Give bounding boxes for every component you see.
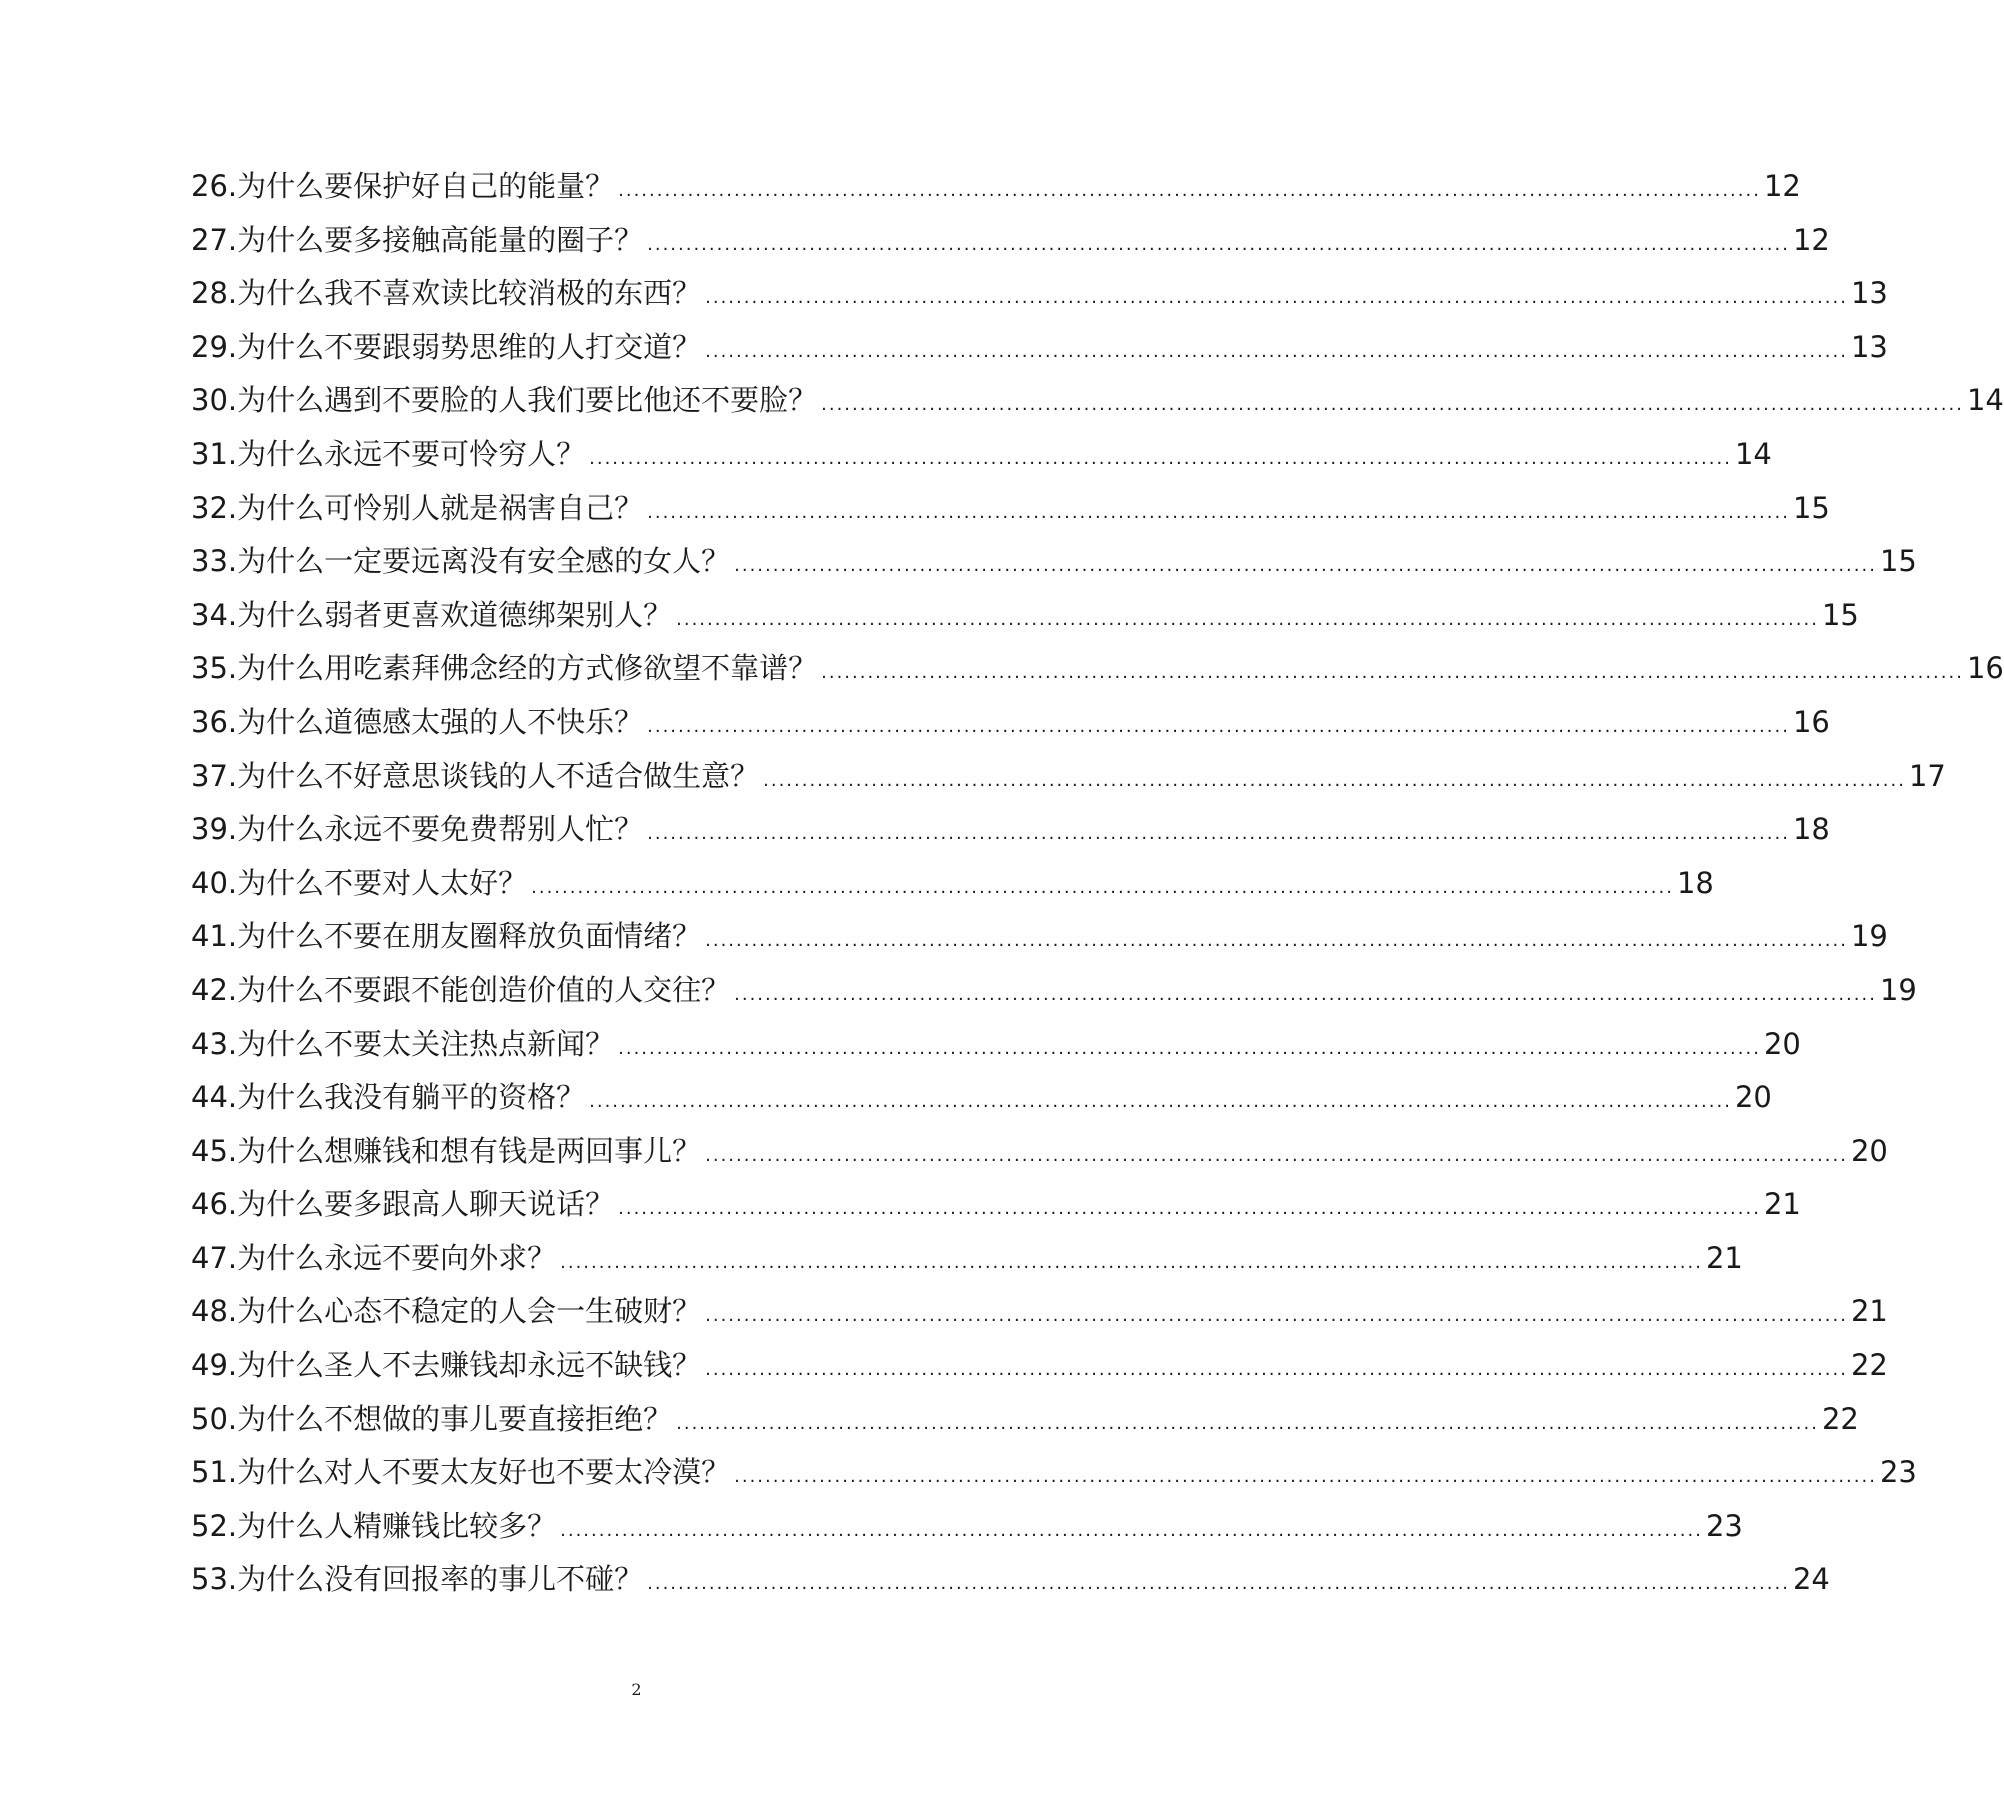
toc-dot-leader: .................................................................................................................................................... — [589, 447, 1732, 469]
toc-entry-page: 24 — [1792, 1562, 1830, 1597]
toc-entry-page: 20 — [1850, 1133, 1888, 1168]
toc-entry-page: 19 — [1850, 919, 1888, 954]
toc-dot-leader: .................................................................................................................................................... — [531, 876, 1674, 898]
toc-entry[interactable] — [191, 910, 1888, 964]
toc-dot-leader: .................................................................................................................................................... — [705, 1359, 1848, 1381]
toc-entry[interactable] — [191, 428, 1772, 482]
toc-entry-page: 21 — [1850, 1294, 1888, 1329]
toc-entry-title: 45.为什么想赚钱和想有钱是两回事儿？ — [191, 1133, 702, 1168]
toc-entry[interactable] — [191, 1446, 1917, 1500]
toc-entry[interactable] — [191, 1500, 1743, 1554]
toc-dot-leader: .................................................................................................................................................... — [647, 1573, 1790, 1595]
toc-entry-title: 39.为什么永远不要免费帮别人忙？ — [191, 812, 644, 847]
toc-entry[interactable] — [191, 1232, 1743, 1286]
toc-entry-page: 15 — [1879, 544, 1917, 579]
toc-entry-title: 35.为什么用吃素拜佛念经的方式修欲望不靠谱？ — [191, 651, 818, 686]
toc-entry-page: 23 — [1879, 1455, 1917, 1490]
page-number: 2 — [631, 1680, 642, 1699]
toc-entry[interactable] — [191, 1125, 1888, 1179]
toc-entry-page: 15 — [1792, 490, 1830, 525]
toc-entry[interactable] — [191, 803, 1830, 857]
toc-entry-title: 31.为什么永远不要可怜穷人？ — [191, 436, 586, 471]
toc-entry-title: 43.为什么不要太关注热点新闻？ — [191, 1026, 615, 1061]
toc-entry-title: 51.为什么对人不要太友好也不要太冷漠？ — [191, 1455, 731, 1490]
toc-entry-page: 16 — [1966, 651, 2004, 686]
toc-entry-title: 52.为什么人精赚钱比较多？ — [191, 1508, 557, 1543]
toc-entry-title: 50.为什么不想做的事儿要直接拒绝？ — [191, 1401, 673, 1436]
toc-dot-leader: .................................................................................................................................................... — [734, 555, 1877, 577]
toc-entry-title: 49.为什么圣人不去赚钱却永远不缺钱？ — [191, 1348, 702, 1383]
toc-dot-leader: .................................................................................................................................................... — [647, 233, 1790, 255]
toc-entry-page: 17 — [1908, 758, 1946, 793]
toc-entry[interactable] — [191, 535, 1917, 589]
toc-dot-leader: .................................................................................................................................................... — [705, 1305, 1848, 1327]
toc-entry-page: 21 — [1763, 1187, 1801, 1222]
toc-entry[interactable] — [191, 750, 1946, 804]
toc-dot-leader: .................................................................................................................................................... — [647, 501, 1790, 523]
toc-dot-leader: .................................................................................................................................................... — [705, 930, 1848, 952]
toc-dot-leader: .................................................................................................................................................... — [618, 1037, 1761, 1059]
toc-entry-title: 37.为什么不好意思谈钱的人不适合做生意？ — [191, 758, 760, 793]
toc-dot-leader: .................................................................................................................................................... — [734, 983, 1877, 1005]
toc-dot-leader: .................................................................................................................................................... — [647, 823, 1790, 845]
toc-entry-page: 19 — [1879, 972, 1917, 1007]
toc-entry[interactable] — [191, 1393, 1859, 1447]
toc-entry[interactable] — [191, 589, 1859, 643]
toc-dot-leader: .................................................................................................................................................... — [618, 180, 1761, 201]
toc-entry-title: 36.为什么道德感太强的人不快乐？ — [191, 704, 644, 739]
toc-entry[interactable] — [191, 857, 1714, 911]
toc-dot-leader: .................................................................................................................................................... — [676, 1412, 1819, 1434]
toc-entry-title: 32.为什么可怜别人就是祸害自己？ — [191, 490, 644, 525]
toc-entry-page: 18 — [1792, 812, 1830, 847]
toc-entry-title: 33.为什么一定要远离没有安全感的女人？ — [191, 544, 731, 579]
toc-dot-leader: .................................................................................................................................................... — [589, 1091, 1732, 1113]
toc-entry-title: 53.为什么没有回报率的事儿不碰？ — [191, 1562, 644, 1597]
toc-entry-page: 14 — [1966, 383, 2004, 418]
toc-entry[interactable] — [191, 321, 1888, 375]
toc-entry-title: 26.为什么要保护好自己的能量？ — [191, 169, 615, 203]
toc-entry[interactable] — [191, 1018, 1801, 1072]
toc-entry-page: 12 — [1792, 222, 1830, 257]
toc-entry[interactable] — [191, 1285, 1888, 1339]
toc-entry[interactable] — [191, 964, 1917, 1018]
toc-entry[interactable] — [191, 642, 2004, 696]
toc-entry-page: 20 — [1734, 1080, 1772, 1115]
toc-entry[interactable] — [191, 1339, 1888, 1393]
toc-dot-leader: .................................................................................................................................................... — [705, 1144, 1848, 1166]
toc-entry-title: 34.为什么弱者更喜欢道德绑架别人？ — [191, 597, 673, 632]
toc-entry-page: 20 — [1763, 1026, 1801, 1061]
toc-entry[interactable] — [191, 696, 1830, 750]
toc-entry-title: 42.为什么不要跟不能创造价值的人交往？ — [191, 972, 731, 1007]
toc-entry-page: 18 — [1676, 865, 1714, 900]
toc-dot-leader: .................................................................................................................................................... — [676, 608, 1819, 630]
toc-entry[interactable] — [191, 1553, 1830, 1607]
toc-dot-leader: .................................................................................................................................................... — [705, 340, 1848, 362]
toc-dot-leader: .................................................................................................................................................... — [763, 769, 1906, 791]
toc-entry-page: 13 — [1850, 329, 1888, 364]
toc-entry-page: 22 — [1821, 1401, 1859, 1436]
toc-entry-title: 48.为什么心态不稳定的人会一生破财？ — [191, 1294, 702, 1329]
toc-dot-leader: .................................................................................................................................................... — [821, 394, 1964, 416]
toc-entry-title: 27.为什么要多接触高能量的圈子？ — [191, 222, 644, 257]
toc-dot-leader: .................................................................................................................................................... — [821, 662, 1964, 684]
toc-entry-page: 15 — [1821, 597, 1859, 632]
toc-entry-page: 21 — [1705, 1240, 1743, 1275]
toc-entry-title: 30.为什么遇到不要脸的人我们要比他还不要脸？ — [191, 383, 818, 418]
toc-dot-leader: .................................................................................................................................................... — [647, 715, 1790, 737]
toc-entry-page: 13 — [1850, 276, 1888, 311]
toc-entry-title: 44.为什么我没有躺平的资格？ — [191, 1080, 586, 1115]
toc-entry[interactable] — [191, 267, 1888, 321]
toc-entry[interactable] — [191, 160, 1801, 214]
toc-entry[interactable] — [191, 374, 2004, 428]
toc-entry-page: 16 — [1792, 704, 1830, 739]
toc-entry[interactable] — [191, 1071, 1772, 1125]
toc-entry-title: 29.为什么不要跟弱势思维的人打交道？ — [191, 329, 702, 364]
table-of-contents — [191, 160, 2004, 1607]
toc-entry-title: 47.为什么永远不要向外求？ — [191, 1240, 557, 1275]
toc-entry-page: 22 — [1850, 1348, 1888, 1383]
toc-entry-title: 41.为什么不要在朋友圈释放负面情绪？ — [191, 919, 702, 954]
toc-entry-page: 12 — [1763, 169, 1801, 203]
toc-entry-title: 40.为什么不要对人太好？ — [191, 865, 528, 900]
toc-dot-leader: .................................................................................................................................................... — [705, 287, 1848, 309]
toc-dot-leader: .................................................................................................................................................... — [734, 1466, 1877, 1488]
toc-dot-leader: .................................................................................................................................................... — [560, 1519, 1703, 1541]
toc-entry[interactable] — [191, 214, 1830, 268]
toc-dot-leader: .................................................................................................................................................... — [560, 1251, 1703, 1273]
toc-entry-page: 14 — [1734, 436, 1772, 471]
toc-entry-title: 46.为什么要多跟高人聊天说话？ — [191, 1187, 615, 1222]
toc-entry-title: 28.为什么我不喜欢读比较消极的东西？ — [191, 276, 702, 311]
toc-entry[interactable] — [191, 1178, 1801, 1232]
toc-entry[interactable] — [191, 482, 1830, 536]
toc-dot-leader: .................................................................................................................................................... — [618, 1198, 1761, 1220]
toc-entry-page: 23 — [1705, 1508, 1743, 1543]
